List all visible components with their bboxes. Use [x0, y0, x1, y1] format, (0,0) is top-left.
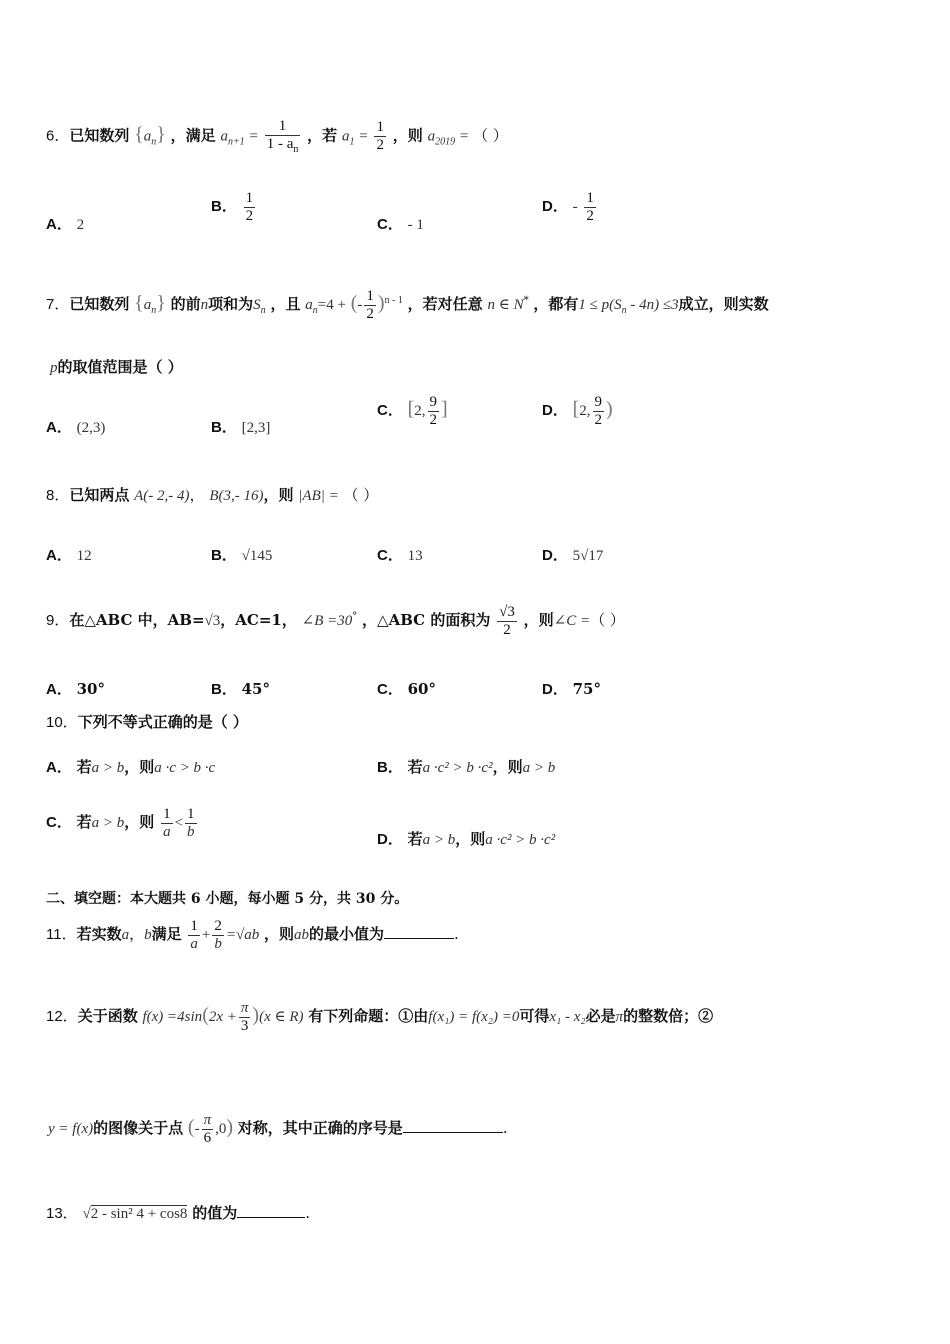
q6-a1-fraction: $\frac{1}{2}$ — [376, 119, 384, 153]
q12-stem: 12．关于函数 f(x) =4sin(2x + $\frac{\pi}{3}$ )(x ∈ R) 有下列命题：①由f(x₁) = f(x₂) =0可得x₁ - x₂必是π的整数倍；② — [46, 1000, 714, 1034]
q8-option-c[interactable]: C． 13 — [377, 547, 423, 564]
q13-stem: 13． √2 - sin² 4 + cos8 的值为 . — [46, 1204, 310, 1222]
q10-option-c[interactable]: C． 若a > b，则 $\frac{1}{a}$ < $\frac{1}{b}$ — [46, 806, 195, 840]
q7-option-a[interactable]: A． (2,3) — [46, 419, 106, 436]
q11-answer-blank[interactable] — [384, 938, 454, 939]
q12-stem-cont: y = f(x)的图像关于点 (- $\frac{\pi}{6}$ ,0) 对称，其中正确的序号是 . — [48, 1112, 508, 1146]
q10-stem: 10．下列不等式正确的是（ ） — [46, 713, 248, 731]
q9-option-c[interactable]: C． 60° — [377, 680, 436, 698]
q6-option-a[interactable]: A． 2 — [46, 216, 85, 233]
q6-option-d[interactable]: D． - $\frac{1}{2}$ — [542, 190, 594, 224]
q10-option-b[interactable]: B． 若a ·c² > b ·c²，则a > b — [377, 758, 556, 776]
q9-stem: 9．在△ABC 中，AB=√3，AC=1， ∠B =30° ，△ABC 的面积为 $\frac{√3}{2}$ ，则∠C =（ ） — [46, 604, 625, 638]
q11-stem: 11．若实数a，b满足 $\frac{1}{a}$ + $\frac{2}{b}$ =√ab ，则ab的最小值为 . — [46, 918, 459, 952]
q12-answer-blank[interactable] — [403, 1132, 503, 1133]
section-heading-fill-in: 二、填空题：本大题共 6 小题，每小题 5 分，共 30 分。 — [46, 891, 409, 907]
q6-number: 6． — [46, 127, 70, 145]
q7-option-d[interactable]: D． [2, $\frac{9}{2}$ ) — [542, 394, 613, 428]
q8-stem: 8．已知两点 A(- 2,- 4)， B(3,- 16)，则 |AB| = （ ） — [46, 486, 379, 504]
q6-relation-fraction: $\frac{1}{1 - a_n}$ — [266, 118, 299, 155]
q10-option-d[interactable]: D． 若a > b，则a ·c² > b ·c² — [377, 830, 556, 848]
q7-option-c[interactable]: C． [2, $\frac{9}{2}$ ] — [377, 394, 448, 428]
q7-stem: 7．已知数列 $\{a_n\}$ 的前n项和为$S_n$ ，且 $a_n=4$ + (- $\frac{1}{2}$ )$^{n - 1}$ ，若对任意 n ∈ N* ，都有$1 \le p(S_n - 4n) \le 3$成立，则实数 — [46, 288, 769, 322]
q9-option-b[interactable]: B． 45° — [211, 680, 270, 698]
q7-stem-cont: p的取值范围是（ ） — [50, 358, 183, 376]
q6-stem: 6．已知数列 $\{a_n\}$ ，满足 $a_{n+1}$ = $\frac{1}{1 - a_n}$ ，若 $a_1$ = $\frac{1}{2}$ ，则 $a_{2019}$ = （ ） — [46, 118, 508, 155]
q8-option-b[interactable]: B． √145 — [211, 547, 273, 564]
q9-option-a[interactable]: A． 30° — [46, 680, 105, 698]
q8-option-d[interactable]: D． 5√17 — [542, 547, 604, 564]
q6-option-c[interactable]: C． - 1 — [377, 216, 424, 233]
q7-option-b[interactable]: B． [2,3] — [211, 419, 271, 436]
q13-answer-blank[interactable] — [237, 1217, 305, 1218]
q6-option-b[interactable]: B． $\frac{1}{2}$ — [211, 190, 254, 224]
q10-option-a[interactable]: A． 若a > b，则a ·c > b ·c — [46, 758, 216, 776]
q8-option-a[interactable]: A． 12 — [46, 547, 92, 564]
q9-option-d[interactable]: D． 75° — [542, 680, 601, 698]
